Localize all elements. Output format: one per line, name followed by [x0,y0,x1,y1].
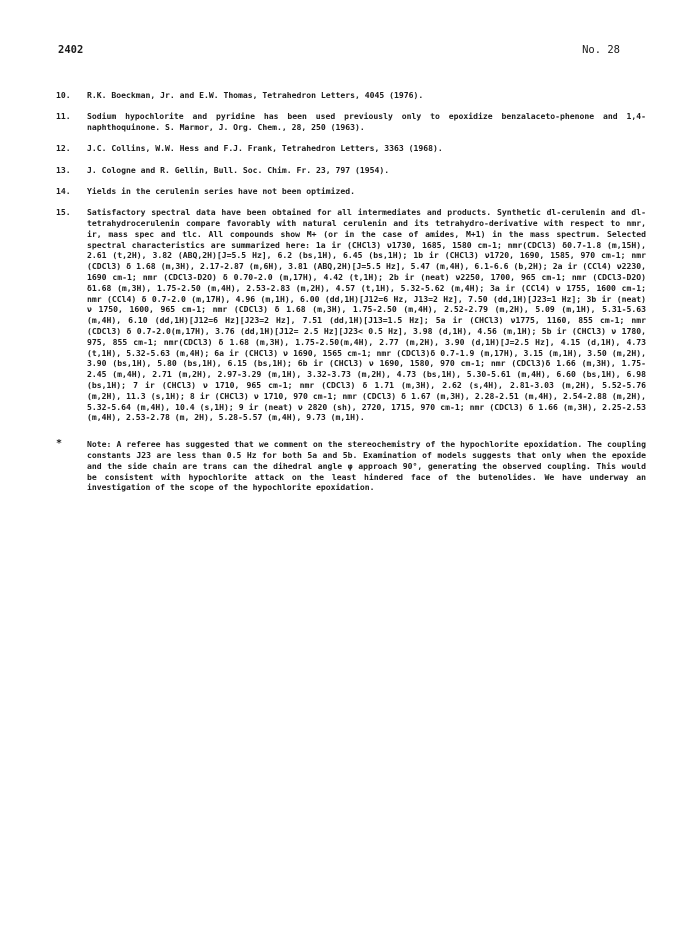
reference-15 [56,207,646,423]
reference-number: 12. [56,143,71,154]
footnote [56,439,646,493]
reference-14 [56,186,646,197]
reference-11 [56,111,646,133]
reference-number: 13. [56,164,71,175]
reference-text: R.K. Boeckman, Jr. and E.W. Thomas, Tetrahedron Letters, 4045 (1976). [87,90,424,100]
reference-number: 10. [56,90,71,100]
reference-10 [56,90,646,101]
reference-text: J.C. Collins, W.W. Hess and F.J. Frank, Tetrahedron Letters, 3363 (1968). [87,143,443,154]
reference-12 [56,143,646,154]
reference-number: 11. [56,111,71,122]
page-header [58,44,620,58]
issue-number: No. 28 [582,44,620,56]
reference-text: Satisfactory spectral data have been obtained for all intermediates and products. Synthetic dl-cerulenin and dl-tetrahydrocerulenin compare favorably with natural cerulenin and its tetrahydro-derivative with respect to nmr, ir, mass spec and tlc. All compounds show M+ (or in the case of amides, M+1) in the mass spectrum. Selected spectral characteristics are summarized here: 1a ir (CHCl3) ν1730, 1685, 1580 cm-1; nmr(CDCl3) δ0.7-1.8 (m,15H), 2.61 (t,2H), 3.82 (ABQ,2H)[J=5.5 Hz], 6.2 (bs,1H), 6.45 (bs,1H); 1b ir (CHCl3) ν1720, 1690, 1585, 970 cm-1; nmr (CDCl3) δ 1.68 (m,3H), 2.17-2.87 (m,6H), 3.81 (ABQ,2H)[J=5.5 Hz], 5.47 (m,4H), 6.1-6.6 (b,2H); 2a ir (CCl4) ν2230, 1690 cm-1; nmr (CDCl3-D2O) δ 0.70-2.0 (m,17H), 4.42 (t,1H); 2b ir (neat) ν2250, 1700, 965 cm-1; nmr (CDCl3-D2O) δ1.68 (m,3H), 1.75-2.50 (m,4H), 2.53-2.83 (m,2H), 4.57 (t,1H), 5.32-5.62 (m,4H); 3a ir (CCl4) ν 1755, 1600 cm-1; nmr (CCl4) δ 0.7-2.0 (m,17H), 4.96 (m,1H), 6.00 (dd,1H)[J12=6 Hz, J13=2 Hz], 7.50 (dd,1H)[J23=1 Hz]; 3b ir (neat) ν 1750, 1600, 965 cm-1; nmr (CDCl3) δ 1.68 (m,3H), 1.75-2.50 (m,4H), 2.52-2.79 (m,2H), 5.09 (m,1H), 5.31-5.63 (m,4H), 6.10 (dd,1H)[J12=6 Hz][J23=2 Hz], 7.51 (dd,1H)[J13=1.5 Hz]; 5a ir (CHCl3) ν1775, 1160, 855 cm-1; nmr (CDCl3) δ 0.7-2.0(m,17H), 3.76 (dd,1H)[J12= 2.5 Hz][J23< 0.5 Hz], 3.98 (d,1H), 4.56 (m,1H); 5b ir (CHCl3) ν 1780, 975, 855 cm-1; nmr(CDCl3) δ 1.68 (m,3H), 1.75-2.50(m,4H), 2.77 (m,2H), 3.90 (d,1H)[J=2.5 Hz], 4.15 (d,1H), 4.73 (t,1H), 5.32-5.63 (m,4H); 6a ir (CHCl3) ν 1690, 1565 cm-1; nmr (CDCl3)δ 0.7-1.9 (m,17H), 3.15 (m,1H), 3.50 (m,2H), 3.90 (bs,1H), 5.80 (bs,1H), 6.15 (bs,1H); 6b ir (CHCl3) ν 1690, 1580, 970 cm-1; nmr (CDCl3)δ 1.66 (m,3H), 1.75-2.45 (m,4H), 2.71 (m,2H), 2.97-3.29 (m,1H), 3.32-3.73 (m,2H), 4.73 (bs,1H), 5.30-5.61 (m,4H), 6.60 (bs,1H), 6.98 (bs,1H); 7 ir (CHCl3) ν 1710, 965 cm-1; nmr (CDCl3) δ 1.71 (m,3H), 2.62 (s,4H), 2.81-3.03 (m,2H), 5.52-5.76 (m,2H), 11.3 (s,1H); 8 ir (CHCl3) ν 1710, 970 cm-1; nmr (CDCl3) δ 1.67 (m,3H), 2.28-2.51 (m,4H), 2.54-2.88 (m,2H), 5.32-5.64 (m,4H), 10.4 (s,1H); 9 ir (neat) ν 2820 (sh), 2720, 1715, 970 cm-1; nmr (CDCl3) δ 1.66 (m,3H), 2.25-2.53 (m,4H), 2.53-2.78 (m, 2H), 5.28-5.57 (m,4H), 9.73 (m,1H). [87,207,646,423]
reference-list [56,90,646,504]
reference-number: 15. [56,207,71,218]
reference-text: J. Cologne and R. Gellin, Bull. Soc. Chim. Fr. 23, 797 (1954). [87,164,390,175]
reference-text: Sodium hypochlorite and pyridine has been used previously only to epoxidize benzalaceto-phenone and 1,4-naphthoquinone. S. Marmor, J. Org. Chem., 28, 250 (1963). [87,111,646,133]
page-number: 2402 [58,44,84,56]
footnote-marker: * [56,438,63,450]
reference-number: 14. [56,185,71,196]
reference-text: Yields in the cerulenin series have not been optimized. [87,185,356,196]
footnote-text: Note: A referee has suggested that we comment on the stereochemistry of the hypochlorite epoxidation. The coupling constants J23 are less than 0.5 Hz for both 5a and 5b. Examination of models suggests that only when the epoxide and the side chain are trans can the dihedral angle φ approach 90°, generating the observed coupling. This would be consistent with hypochlorite attack on the least hindered face of the butenolides. We have underway an investigation of the scope of the hypochlorite epoxidation. [87,439,646,493]
reference-13 [56,165,646,176]
